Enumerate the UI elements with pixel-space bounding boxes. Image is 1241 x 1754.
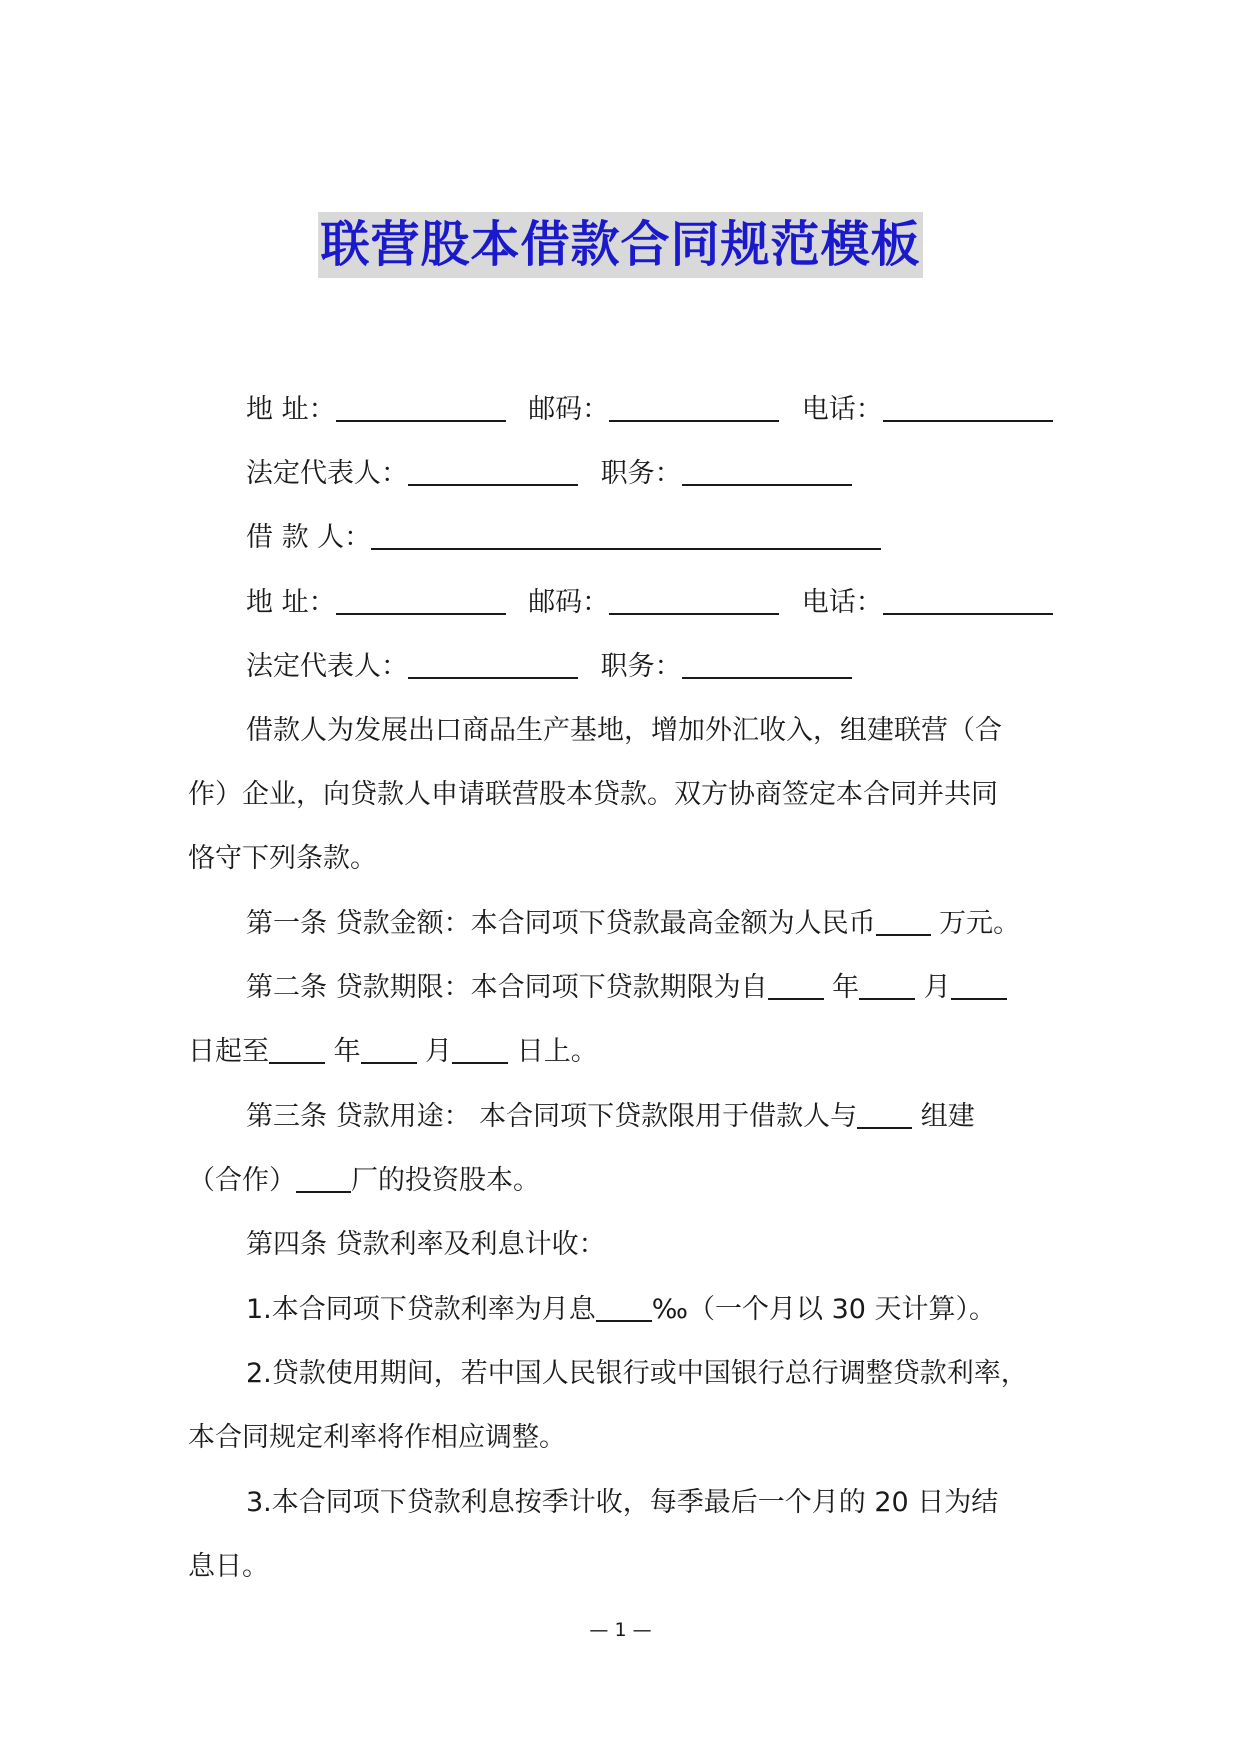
borrower-row xyxy=(246,518,1241,558)
document-title: 联营股本借款合同规范模板 xyxy=(318,212,922,278)
article-4-item-1 xyxy=(246,1290,1241,1330)
article-2-line-2 xyxy=(188,1032,1241,1072)
article-4-item-2-line-2: 本合同规定利率将作相应调整。 xyxy=(188,1422,566,1453)
end-year-blank[interactable] xyxy=(269,1034,325,1064)
position-label: 职务： xyxy=(600,651,682,682)
intro-line-3: 恪守下列条款。 xyxy=(188,843,377,874)
article-1-text: 第一条 贷款金额：本合同项下贷款最高金额为人民币 xyxy=(246,908,876,939)
month-label: 月 xyxy=(915,972,951,1003)
borrower-label: 借 款 人： xyxy=(246,522,372,553)
article-4-item-3-line-1: 3.本合同项下贷款利息按季计收，每季最后一个月的 20 日为结 xyxy=(246,1487,999,1518)
legal-rep-label: 法定代表人： xyxy=(246,651,408,682)
borrower-rep-row xyxy=(246,647,1241,687)
article-2-line-1 xyxy=(246,968,1241,1008)
legal-rep-label: 法定代表人： xyxy=(246,458,408,489)
phone-label: 电话： xyxy=(801,394,883,425)
article-3-suffix: 组建 xyxy=(912,1101,975,1132)
article-4-heading: 第四条 贷款利率及利息计收： xyxy=(246,1229,606,1260)
address-label: 地 址： xyxy=(246,587,336,618)
article-1-suffix: 万元。 xyxy=(930,908,1021,939)
postcode-blank[interactable] xyxy=(609,392,779,422)
article-3-text: 第三条 贷款用途： 本合同项下贷款限用于借款人与 xyxy=(246,1101,858,1132)
article-1 xyxy=(246,904,1241,944)
borrower-blank[interactable] xyxy=(371,520,881,550)
legal-rep-blank[interactable] xyxy=(408,649,578,679)
position-label: 职务： xyxy=(600,458,682,489)
position-blank[interactable] xyxy=(682,456,852,486)
article-4-item-3-line-2: 息日。 xyxy=(188,1551,269,1582)
start-year-blank[interactable] xyxy=(768,970,824,1000)
article-3-line-1 xyxy=(246,1097,1241,1137)
document-title-wrapper xyxy=(0,212,1241,278)
day-label: 日上。 xyxy=(508,1036,598,1067)
start-day-blank[interactable] xyxy=(951,970,1007,1000)
end-day-blank[interactable] xyxy=(452,1034,508,1064)
article-4-item-2-line-1: 2.贷款使用期间，若中国人民银行或中国银行总行调整贷款利率， xyxy=(246,1358,1028,1389)
lender-contact-row xyxy=(246,390,1241,430)
legal-rep-blank[interactable] xyxy=(408,456,578,486)
intro-line-2: 作）企业，向贷款人申请联营股本贷款。双方协商签定本合同并共同 xyxy=(188,779,998,810)
article-3-line-2 xyxy=(188,1161,1241,1201)
lender-rep-row xyxy=(246,454,1241,494)
address-label: 地 址： xyxy=(246,394,336,425)
start-month-blank[interactable] xyxy=(859,970,915,1000)
interest-rate-blank[interactable] xyxy=(596,1292,652,1322)
year-label: 年 xyxy=(325,1036,361,1067)
article-2-line2-text: 日起至 xyxy=(188,1036,269,1067)
postcode-label: 邮码： xyxy=(528,587,610,618)
year-label: 年 xyxy=(823,972,860,1003)
article-3-line2-prefix: （合作） xyxy=(188,1165,296,1196)
position-blank[interactable] xyxy=(682,649,852,679)
amount-blank[interactable] xyxy=(876,906,931,936)
address-blank[interactable] xyxy=(336,585,506,615)
article-3-line2-suffix: 厂的投资股本。 xyxy=(351,1165,540,1196)
end-month-blank[interactable] xyxy=(361,1034,417,1064)
phone-blank[interactable] xyxy=(883,392,1053,422)
postcode-blank[interactable] xyxy=(609,585,779,615)
address-blank[interactable] xyxy=(336,392,506,422)
borrower-contact-row xyxy=(246,583,1241,623)
page-number: — 1 — xyxy=(589,1619,652,1641)
partner-blank[interactable] xyxy=(857,1099,912,1129)
factory-blank[interactable] xyxy=(296,1163,351,1193)
item-1-text: 1.本合同项下贷款利率为月息 xyxy=(246,1294,596,1325)
month-label: 月 xyxy=(416,1036,453,1067)
intro-line-1: 借款人为发展出口商品生产基地，增加外汇收入，组建联营（合 xyxy=(246,715,1002,746)
item-1-suffix: ‰（一个月以 30 天计算）。 xyxy=(651,1294,997,1325)
article-2-text: 第二条 贷款期限：本合同项下贷款期限为自 xyxy=(246,972,768,1003)
postcode-label: 邮码： xyxy=(528,394,610,425)
phone-label: 电话： xyxy=(801,587,883,618)
phone-blank[interactable] xyxy=(883,585,1053,615)
